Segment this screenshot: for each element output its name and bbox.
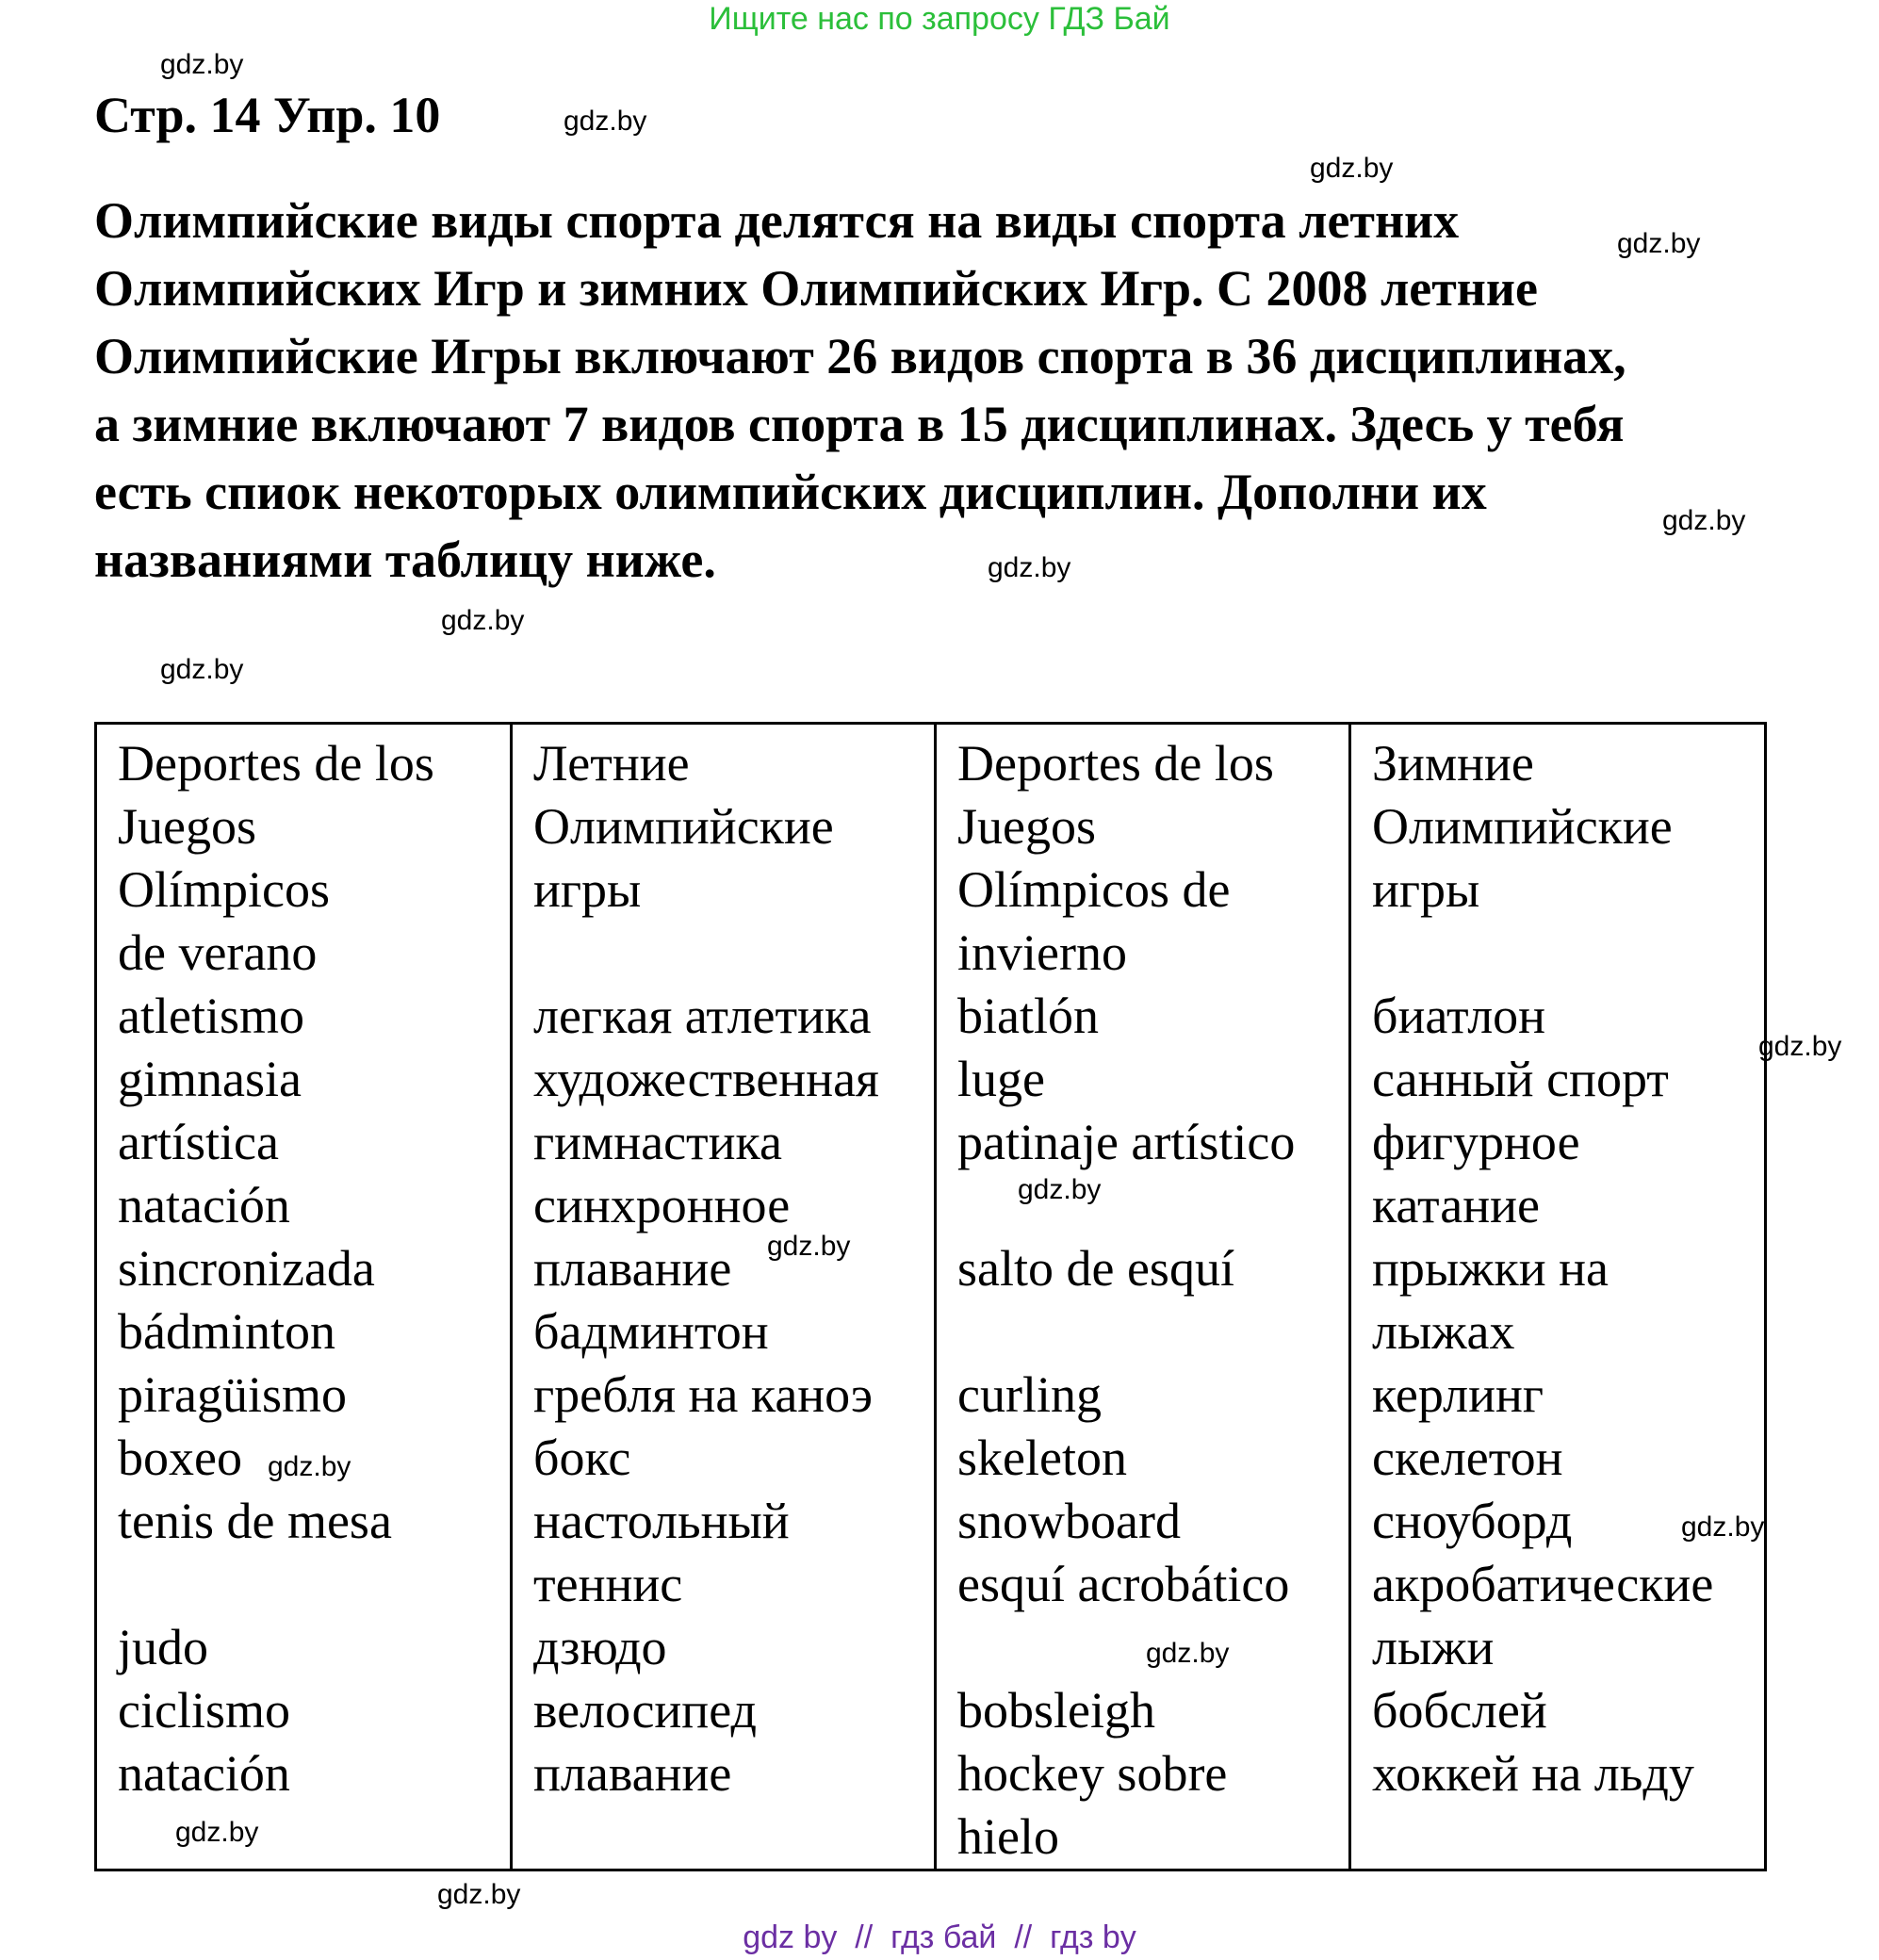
page-title: Стр. 14 Упр. 10	[94, 87, 441, 143]
cell-line: плавание	[533, 1240, 732, 1297]
cell-line: biatlón	[957, 988, 1099, 1044]
watermark: gdz.by	[1617, 228, 1701, 259]
cell-line: de verano	[118, 924, 318, 981]
cell-line: Летние	[533, 735, 690, 792]
cell-line: tenis de mesa	[118, 1493, 392, 1549]
cell-line: Juegos	[118, 798, 256, 855]
sports-table	[94, 722, 1767, 1871]
watermark: gdz.by	[1662, 505, 1746, 536]
watermark: gdz.by	[160, 49, 244, 80]
cell-line: hielo	[957, 1808, 1059, 1865]
cell-line: luge	[957, 1051, 1045, 1107]
cell-line: natación	[118, 1177, 290, 1233]
summer-spanish-column	[96, 724, 512, 1870]
cell-line: patinaje artístico	[957, 1114, 1296, 1170]
cell-line: бокс	[533, 1429, 631, 1486]
cell-line: бобслей	[1372, 1682, 1547, 1739]
cell-line: игры	[1372, 861, 1480, 918]
watermark: gdz.by	[437, 1879, 521, 1910]
site-footer: gdz by // гдз бай // гдз by	[743, 1919, 1136, 1955]
watermark: gdz.by	[564, 106, 647, 137]
task-line: Олимпийских Игр и зимних Олимпийских Игр. С 2008 летние	[94, 260, 1538, 317]
cell-line: теннис	[533, 1556, 683, 1612]
cell-line: синхронное	[533, 1177, 791, 1233]
cell-line: биатлон	[1372, 988, 1546, 1044]
winter-spanish-column	[936, 724, 1350, 1870]
cell-line: Зимние	[1372, 735, 1534, 792]
cell-line: лыжах	[1372, 1303, 1515, 1360]
cell-line: лыжи	[1372, 1619, 1495, 1675]
cell-line: Олимпийские	[533, 798, 834, 855]
cell-line: bobsleigh	[957, 1682, 1155, 1739]
cell-line: хоккей на льду	[1372, 1745, 1694, 1802]
watermark: gdz.by	[1758, 1031, 1842, 1062]
cell-line: artística	[118, 1114, 279, 1170]
watermark: gdz.by	[175, 1817, 259, 1848]
cell-line: ciclismo	[118, 1682, 290, 1739]
cell-line: bádminton	[118, 1303, 335, 1360]
cell-line: Olímpicos de	[957, 861, 1231, 918]
cell-line: judo	[118, 1619, 209, 1675]
task-line: есть спиок некоторых олимпийских дисциплин. Дополни их	[94, 464, 1487, 520]
cell-line: piragüismo	[118, 1366, 347, 1423]
cell-line	[533, 1805, 934, 1869]
cell-line: акробатические	[1372, 1556, 1714, 1612]
cell-line: прыжки на	[1372, 1240, 1609, 1297]
task-line: названиями таблицу ниже.	[94, 531, 716, 588]
cell-line: boxeo	[118, 1429, 242, 1486]
cell-line: Olímpicos	[118, 861, 330, 918]
cell-line: skeleton	[957, 1429, 1127, 1486]
cell-line: игры	[533, 861, 642, 918]
cell-line: atletismo	[118, 988, 304, 1044]
summer-russian-column	[512, 724, 936, 1870]
task-line: а зимние включают 7 видов спорта в 15 дисциплинах. Здесь у тебя	[94, 396, 1625, 452]
cell-line: гребля на каноэ	[533, 1366, 874, 1423]
cell-line	[533, 922, 934, 985]
watermark: gdz.by	[1681, 1511, 1765, 1543]
cell-line: настольный	[533, 1493, 790, 1549]
watermark: gdz.by	[441, 605, 525, 636]
cell-line: esquí acrobático	[957, 1556, 1290, 1612]
cell-line: Deportes de los	[118, 735, 434, 792]
watermark: gdz.by	[1310, 153, 1394, 184]
cell-line: snowboard	[957, 1493, 1181, 1549]
cell-line	[1372, 922, 1764, 985]
cell-line: Deportes de los	[957, 735, 1274, 792]
cell-line: катание	[1372, 1177, 1540, 1233]
cell-line: invierno	[957, 924, 1127, 981]
cell-line: natación	[118, 1745, 290, 1802]
cell-line: гимнастика	[533, 1114, 782, 1170]
watermark: gdz.by	[1018, 1174, 1102, 1205]
cell-line: sincronizada	[118, 1240, 375, 1297]
winter-russian-column	[1350, 724, 1766, 1870]
cell-line	[1372, 1805, 1764, 1869]
task-line: Олимпийские виды спорта делятся на виды спорта летних	[94, 192, 1460, 249]
cell-line: санный спорт	[1372, 1051, 1669, 1107]
cell-line: художественная	[533, 1051, 879, 1107]
cell-line: Олимпийские	[1372, 798, 1673, 855]
cell-line: gimnasia	[118, 1051, 302, 1107]
watermark: gdz.by	[1146, 1638, 1230, 1669]
cell-line: фигурное	[1372, 1114, 1580, 1170]
task-text	[94, 187, 1790, 594]
table-row	[96, 724, 1766, 1870]
watermark: gdz.by	[160, 654, 244, 685]
cell-line: Juegos	[957, 798, 1096, 855]
cell-line: плавание	[533, 1745, 732, 1802]
cell-line	[957, 1174, 1348, 1237]
cell-line: curling	[957, 1366, 1102, 1423]
cell-line: велосипед	[533, 1682, 757, 1739]
watermark: gdz.by	[268, 1451, 351, 1482]
cell-line: легкая атлетика	[533, 988, 872, 1044]
cell-line: salto de esquí	[957, 1240, 1234, 1297]
task-line: Олимпийские Игры включают 26 видов спорта в 36 дисциплинах,	[94, 328, 1626, 384]
cell-line: керлинг	[1372, 1366, 1544, 1423]
watermark: gdz.by	[988, 552, 1071, 583]
watermark: gdz.by	[767, 1231, 851, 1262]
cell-line	[118, 1553, 510, 1616]
cell-line: скелетон	[1372, 1429, 1563, 1486]
cell-line	[957, 1300, 1348, 1364]
cell-line: дзюдо	[533, 1619, 667, 1675]
site-banner: Ищите нас по запросу ГДЗ Бай	[709, 1, 1170, 37]
cell-line: бадминтон	[533, 1303, 769, 1360]
cell-line: hockey sobre	[957, 1745, 1228, 1802]
cell-line: сноуборд	[1372, 1493, 1573, 1549]
